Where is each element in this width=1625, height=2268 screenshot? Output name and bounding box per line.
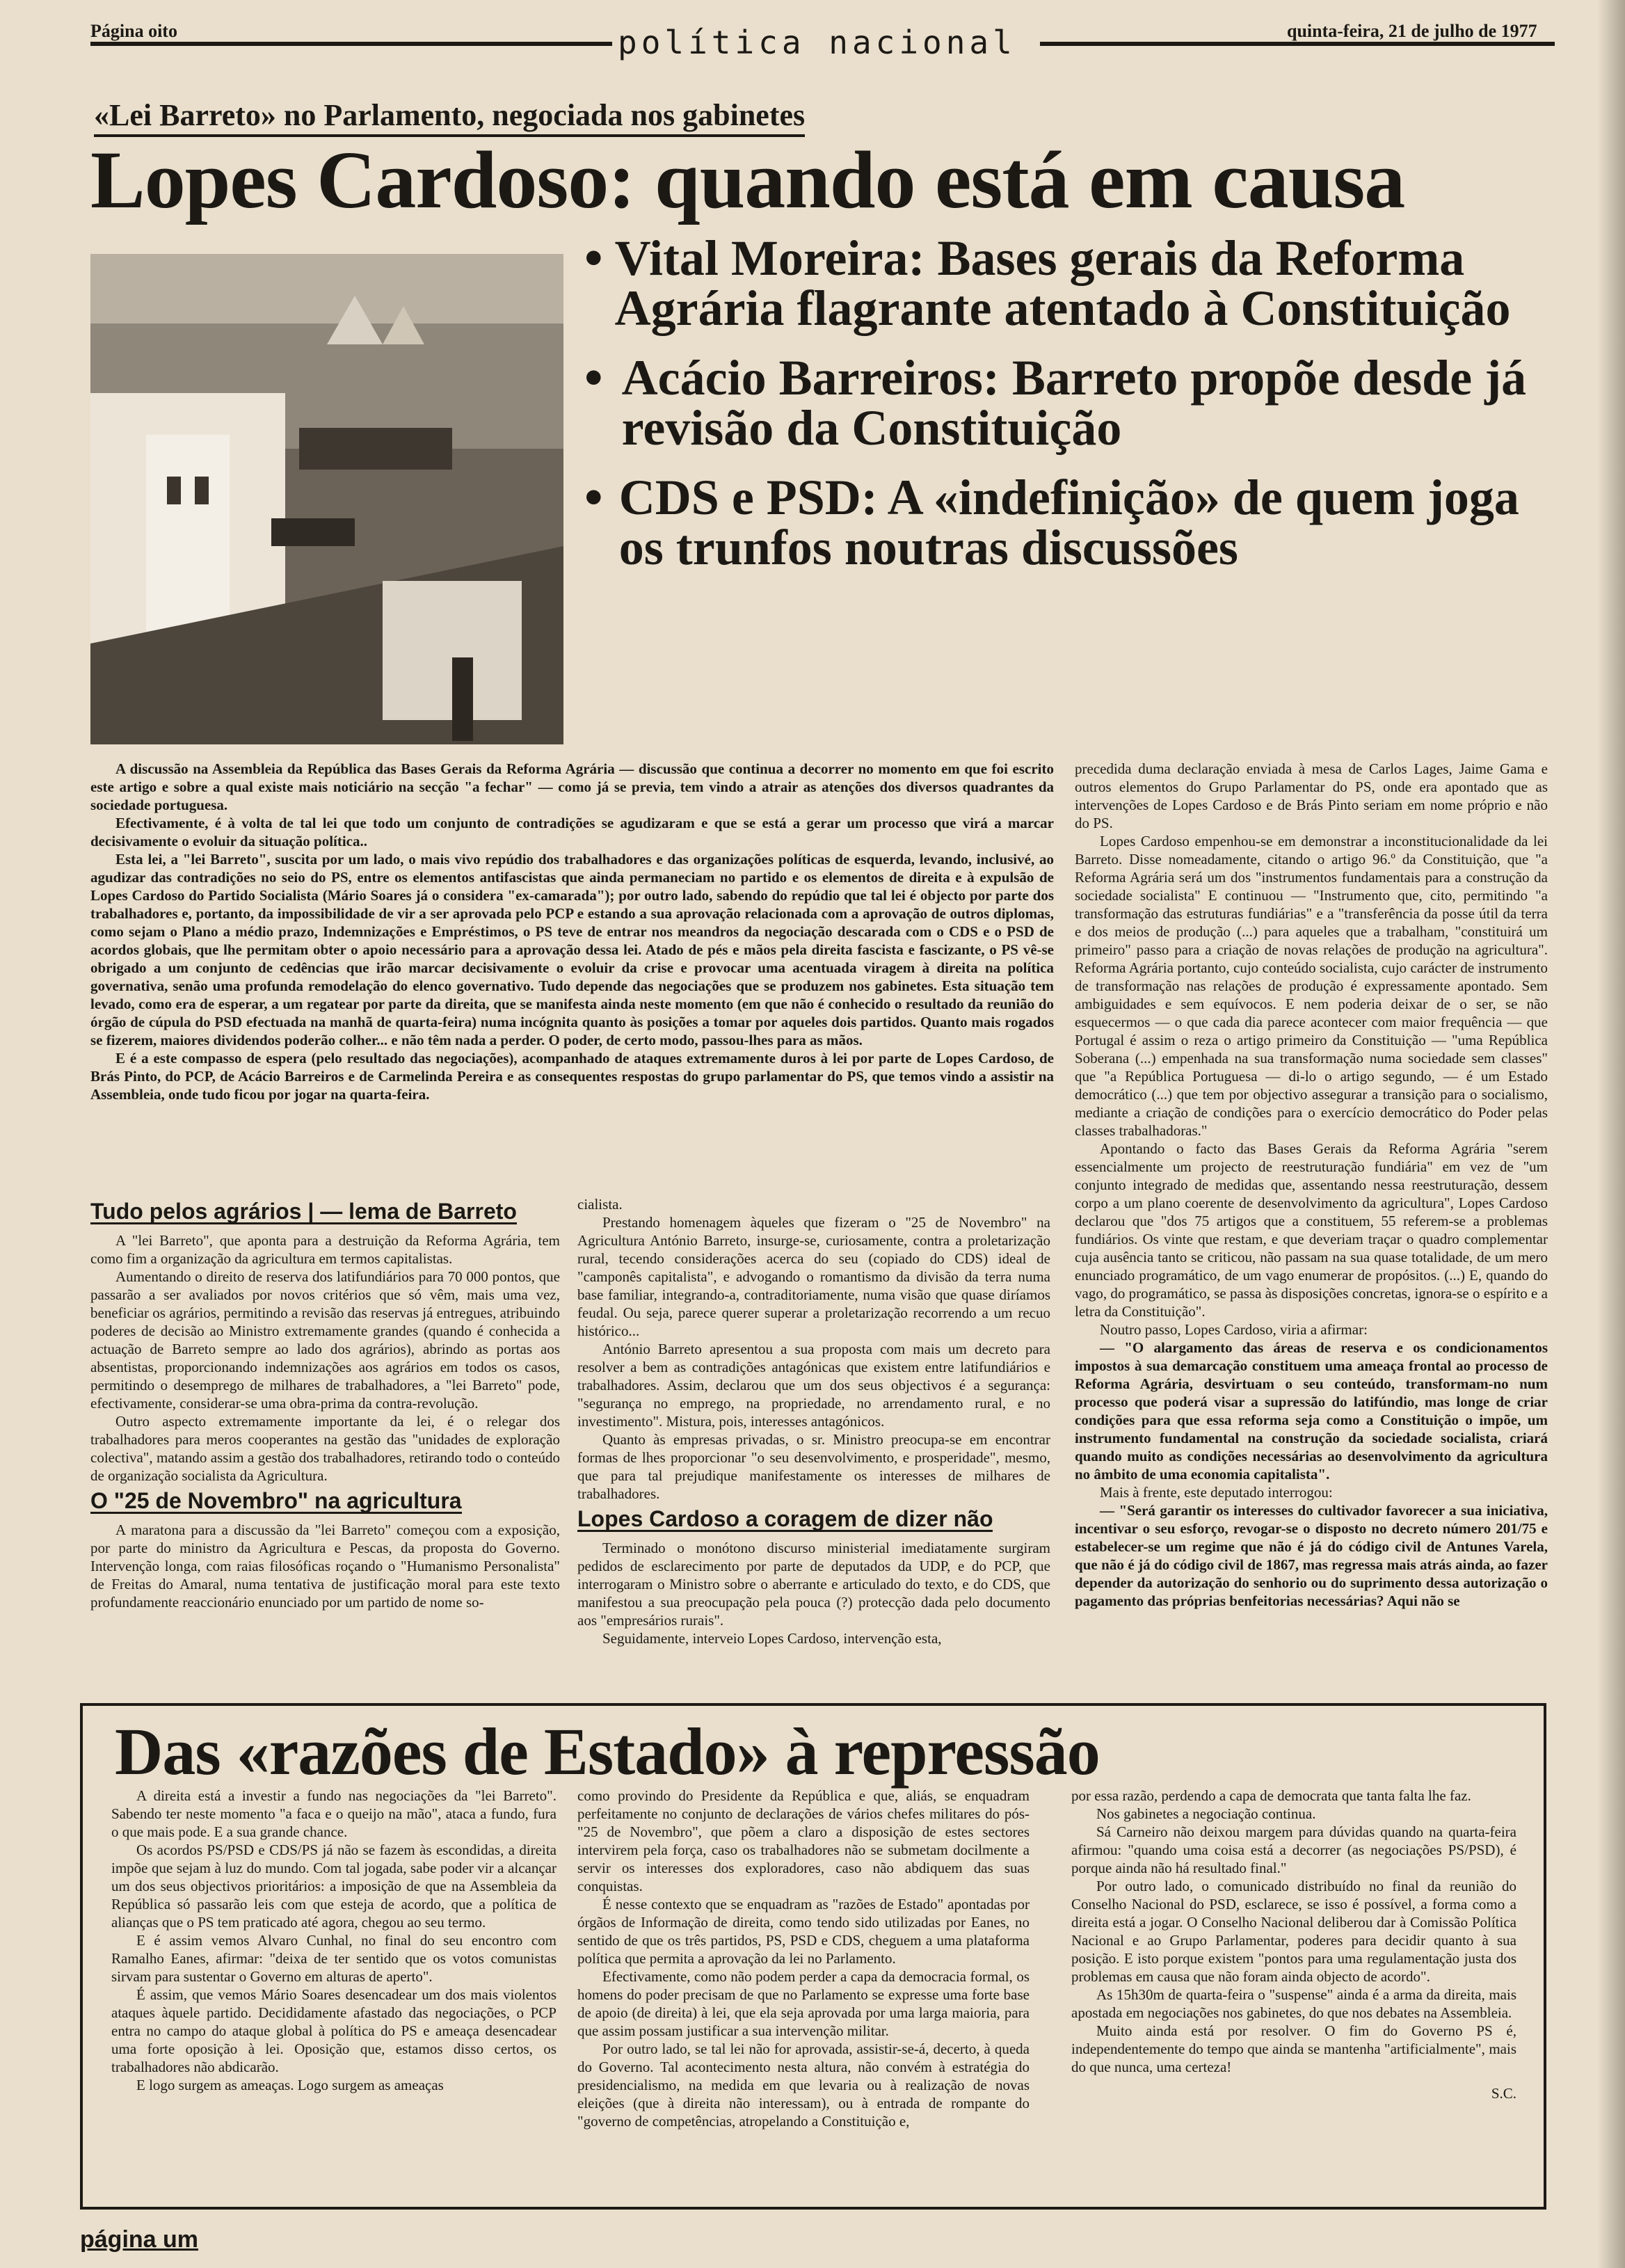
- body-paragraph: Por outro lado, se tal lei não for aprovada, assistir-se-á, decerto, à queda do Governo. Tal acontecimento nesta altura, não convém à estratégia do presidencialismo, na medida em que levaria ou à realização de novas eleições (que à direita não interessam), ou à entrada de rompante do "governo de competências, atropelando a Constituição e,: [577, 2041, 1030, 2130]
- body-paragraph: É nesse contexto que se enquadram as "razões de Estado" apontadas por órgãos de Informação de direita, como tendo sido utilizadas por Eanes, no sentido de que os três partidos, PS, PSD e CDS, cheguem a uma plataforma política que permita a aprovação da lei no Parlamento.: [577, 1896, 1030, 1967]
- bullet-dot-icon: •: [584, 229, 603, 287]
- bullet-text: Acácio Barreiros: Barreto propõe desde já revisão da Constituição: [621, 350, 1527, 456]
- bullet-dot-icon: •: [584, 349, 603, 407]
- body-paragraph: Nos gabinetes a negociação continua.: [1096, 1805, 1316, 1822]
- body-paragraph: E é assim vemos Alvaro Cunhal, no final do seu encontro com Ramalho Eanes, afirmar: "deixa de ter sentido que os votos comunistas sirvam para sustentar o Governo em alturas de aperto".: [111, 1932, 557, 1985]
- farm-photo: [90, 254, 563, 744]
- body-paragraph: Os acordos PS/PSD e CDS/PS já não se fazem às escondidas, a direita impõe que sejam à luz do mundo. Com tal jogada, sabe poder vir a alcançar um dos seus objectivos prioritários: a imposição de que na Assembleia da República só passarão leis com que esteja de acordo, que a política de alianças que o PS tem praticado até agora, chegou ao seu termo.: [111, 1842, 557, 1931]
- body-paragraph: Lopes Cardoso empenhou-se em demonstrar a inconstitucionalidade da lei Barreto. Disse nomeadamente, citando o artigo 96.º da Constituição, que "a Reforma Agrária será um dos "instrumentos fundamentais para a construção da sociedade socialista" E continuou — "Instrumento que, cito, permitindo "a transformação das estruturas fundiárias" e a "transferência da posse útil da terra e dos meios de produção (...) para aqueles que a trabalham, "constituirá um primeiro" passo para a criação de novas relações de produção na agricultura". Reforma Agrária portanto, cujo conteúdo socialista, cujo carácter de instrumento de transformação nas relações de produção é expressamente apontado. Sem ambiguidades e sem equívocos. E nem poderia deixar de o ser, se não esquecermos — o que cada dia parece acontecer com maior frequência — que Portugal é assim o reza o artigo primeiro da Constituição — "uma República Soberana (...) empenhada na sua transformação numa sociedade sem classes" que "a República Portuguesa — di-lo o artigo segundo, — é um Estado democrático (...) que tem por objectivo assegurar a transição para o socialismo, mediante a criação de condições para o exercício democrático do Poder pelas classes trabalhadoras.": [1075, 833, 1548, 1139]
- article-column-1: [90, 1195, 560, 1611]
- issue-date: quinta-feira, 21 de julho de 1977: [1287, 21, 1537, 41]
- body-paragraph: cialista.: [577, 1196, 623, 1213]
- box-column-1: [111, 1787, 557, 2094]
- intro-paragraph: Efectivamente, é à volta de tal lei que todo um conjunto de contradições se agudizaram e que se está a gerar um processo que virá a marcar decisivamente o evoluir da situação política..: [90, 815, 1054, 849]
- article-intro: [90, 760, 1054, 1103]
- body-paragraph: Por outro lado, o comunicado distribuído no final da reunião do Conselho Nacional do PSD, esclarece, se isso é possível, a forma como a direita está a jogar. O Conselho Nacional deliberou dar à Comissão Política Nacional e ao Grupo Parlamentar, poderes para decidir quanto à sua posição. E isto porque existem "pontos para uma regulamentação justa dos problemas em causa que não foram ainda objecto de acordo".: [1071, 1878, 1516, 1985]
- body-paragraph: António Barreto apresentou a sua proposta com mais um decreto para resolver a bem as contradições antagónicas que existem entre latifundiários e trabalhadores. Assim, declarou que um dos seus objectivos é a segurança: "segurança no emprego, na propriedade, no arrendamento rural, e no investimento". Mistura, pois, interesses antagónicos.: [577, 1341, 1050, 1430]
- subheading-agrarios: Tudo pelos agrários | — lema de Barreto: [90, 1199, 517, 1224]
- article-column-3: [1075, 760, 1548, 1610]
- body-paragraph: Sá Carneiro não deixou margem para dúvidas quando na quarta-feira afirmou: "quando uma coisa está a decorrer (as negociações PS/PSD), é porque ainda não há resultado final.": [1071, 1823, 1516, 1876]
- body-paragraph: Aumentando o direito de reserva dos latifundiários para 70 000 pontos, que passarão a ser avaliados por novos critérios que só vêm, mais uma vez, beneficiar os agrários, permitindo a revisão das reservas já entregues, atribuindo poderes de decisão ao Ministro extremamente grandes (quando é conhecida a actuação de Barreto sempre ao lado dos agrários), abrindo as portas aos absentistas, proporcionando indemnizações aos agrários em todos os casos, permitindo o desemprego de milhares de trabalhadores, a "lei Barreto" pode, efectivamente, considerar-se uma obra-prima da contra-revolução.: [90, 1268, 560, 1412]
- header-rule-right: [1040, 42, 1555, 46]
- body-paragraph: como provindo do Presidente da República e que, aliás, se enquadram perfeitamente no conjunto de declarações de vários chefes militares do pós-"25 de Novembro", que põem a claro a disposição de estes sectores intervirem pela força, caso os trabalhadores não se submetam docilmente a servir os interesses dos exploradores, caso não abdiquem das suas conquistas.: [577, 1787, 1030, 1894]
- bullet-item: [584, 229, 1572, 336]
- body-paragraph: Outro aspecto extremamente importante da lei, é o relegar dos trabalhadores para meros cooperantes na gestão das "unidades de exploração colectiva", matando assim a gestão dos trabalhadores, retirando todo o conteúdo de organização socialista da Agricultura.: [90, 1413, 560, 1484]
- body-paragraph: A "lei Barreto", que aponta para a destruição da Reforma Agrária, tem como fim a organização da agricultura em termos capitalistas.: [90, 1232, 560, 1267]
- header-rule-left: [90, 42, 612, 46]
- body-paragraph: Mais à frente, este deputado interrogou:: [1100, 1484, 1333, 1501]
- author-signature: S.C.: [1491, 2085, 1516, 2102]
- body-paragraph: Seguidamente, interveio Lopes Cardoso, intervenção esta,: [602, 1630, 942, 1647]
- article-headline: Lopes Cardoso: quando está em causa: [90, 134, 1405, 225]
- headline-bullets: [584, 229, 1572, 592]
- body-paragraph: Prestando homenagem àqueles que fizeram o "25 de Novembro" na Agricultura António Barreto, insurge-se, curiosamente, contra a proletarização rural, tecendo considerações acerca do seu (copiado do CDS) ideal de "camponês capitalista", e advogando o romantismo da divisão da terra numa base familiar, integrando-a, contraditoriamente, numa visão que quase diríamos feudal. Ou seja, parece querer superar a proletarização recorrendo a um recuo histórico...: [577, 1214, 1050, 1339]
- body-paragraph: A direita está a investir a fundo nas negociações da "lei Barreto". Sabendo ter neste momento "a faca e o queijo na mão", ataca a fundo, fura o que mais pode. E a sua grande chance.: [111, 1787, 557, 1840]
- body-paragraph: As 15h30m de quarta-feira o "suspense" ainda é a arma da direita, mais apostada em negociações nos gabinetes, do que nos debates na Assembleia.: [1071, 1986, 1516, 2021]
- bullet-text: Vital Moreira: Bases gerais da Reforma Agrária flagrante atentado à Constituição: [614, 230, 1511, 336]
- article-kicker: «Lei Barreto» no Parlamento, negociada nos gabinetes: [94, 97, 805, 137]
- subheading-25-novembro: O "25 de Novembro" na agricultura: [90, 1488, 462, 1513]
- body-quote: — "O alargamento das áreas de reserva e os condicionamentos impostos à sua demarcação constituem uma ameaça frontal ao processo de Reforma Agrária, desvirtuam o seu conteúdo, transformam-no num processo que poderá visar a supressão do latifúndio, mas longe de criar condições para que essa reforma seja como a Constituição o impõe, um instrumento fundamental na construção da sociedade socialista, criará quando muito as condições necessárias ao desenvolvimento da agricultura no âmbito de uma economia capitalista".: [1075, 1339, 1548, 1483]
- intro-paragraph: A discussão na Assembleia da República das Bases Gerais da Reforma Agrária — discussão que continua a decorrer no momento em que foi escrito este artigo e sobre a qual existe mais noticiário na secção "a fechar" — como já se previa, tem vindo a atrair as atenções dos diversos quadrantes da sociedade portuguesa.: [90, 760, 1054, 813]
- body-paragraph: precedida duma declaração enviada à mesa de Carlos Lages, Jaime Gama e outros elementos do Grupo Parlamentar do PS, onde era apontado que as intervenções de Lopes Cardoso e de Brás Pinto seriam em nome próprio e não do PS.: [1075, 760, 1548, 831]
- intro-paragraph: E é a este compasso de espera (pelo resultado das negociações), acompanhado de ataques extremamente duros à lei por parte de Lopes Cardoso, de Brás Pinto, do PCP, de Acácio Barreiros e de Carmelinda Pereira e as consequentes respostas do grupo parlamentar do PS, que temos vindo a assistir na Assembleia, onde tudo ficou por jogar na quarta-feira.: [90, 1050, 1054, 1103]
- body-paragraph: A maratona para a discussão da "lei Barreto" começou com a exposição, por parte do ministro da Agricultura e Pescas, da proposta do Governo. Intervenção longa, com raias filosóficas roçando o "Humanismo Personalista" de Freitas do Amaral, numa tentativa de justificação moral para este texto profundamente reaccionário enunciado por um partido de nome so-: [90, 1522, 560, 1611]
- page-edge-shadow: [1597, 0, 1625, 2268]
- body-paragraph: Terminado o monótono discurso ministerial imediatamente surgiram pedidos de esclarecimento por parte de deputados da UDP, e do PCP, que interrogaram o Ministro sobre o aberrante e articulado do texto, e do CDS, que manifestou a sua preocupação pela pouca (?) protecção dada pelo documento aos "empresários rurais".: [577, 1540, 1050, 1629]
- bullet-item: [584, 468, 1572, 575]
- body-paragraph: É assim, que vemos Mário Soares desencadear um dos mais violentos ataques àquele partido. Decididamente afastado das negociações, o PCP entra no campo do ataque global à política do PS e ameaça desencadear uma forte oposição à lei. Oposição que, estamos disso certos, os trabalhadores não abdicarão.: [111, 1986, 557, 2075]
- body-paragraph: por essa razão, perdendo a capa de democrata que tanta falta lhe faz.: [1071, 1787, 1471, 1804]
- subheading-lopes-cardoso: Lopes Cardoso a coragem de dizer não: [577, 1506, 993, 1531]
- intro-paragraph: Esta lei, a "lei Barreto", suscita por um lado, o mais vivo repúdio dos trabalhadores e das organizações políticas de esquerda, levando, inclusivé, ao agudizar das contradições no seio do PS, entre os elementos antifascistas que ainda permaneciam no partido e os elementos de direita e à expulsão de Lopes Cardoso do Partido Socialista (Mário Soares já o considera "ex-camarada"); por outro lado, sabendo do repúdio que tal lei é objecto por parte dos trabalhadores e, portanto, da impossibilidade de vir a ser aprovada pelo PCP e estando a sua aprovação relacionada com a aprovação de outros diplomas, como sejam o Plano a médio prazo, Indemnizações e Empréstimos, o PS teve de entrar nos meandros da negociação descarada com o CDS e o PSD de acordos globais, que lhe permitam obter o apoio necessário para a aprovação dessa lei. Atado de pés e mãos pela direita fascista e fascizante, o PS vê-se obrigado a um conjunto de cedências que irão marcar decisivamente o evoluir da crise e provocar uma acentuada viragem à direita na política governativa, senão uma profunda remodelação do elenco governativo. Tudo depende das negociações que se produzem nos gabinetes. Esta situação tem levado, como era de esperar, a um regatear por parte da direita, que se manifesta ainda neste momento (em que não é conhecido o resultado da reunião do órgão de cúpula do PSD efectuada na manhã de quarta-feira) numa incógnita quanto às posições a tomar por aqueles dois partidos. Quanto mais rogados se fizerem, maiores dividendos poderão colher... e não têm nada a perder. O poder, de certo modo, passou-lhes para as mãos.: [90, 851, 1054, 1048]
- body-paragraph: Efectivamente, como não podem perder a capa da democracia formal, os homens do poder precisam de que no Parlamento se expresse uma forte base de apoio (de direita) à lei, que ela seja aprovada por uma larga maioria, para que assim possam justificar a sua intervenção militar.: [577, 1968, 1030, 2039]
- box-column-2: [577, 1787, 1030, 2130]
- body-paragraph: Muito ainda está por resolver. O fim do Governo PS é, independentemente do tempo que ainda se mantenha "artificialmente", mais do que nunca, uma certeza!: [1071, 2022, 1516, 2075]
- article-column-2: [577, 1195, 1050, 1647]
- body-paragraph: Noutro passo, Lopes Cardoso, viria a afirmar:: [1100, 1321, 1368, 1338]
- bullet-text: CDS e PSD: A «indefinição» de quem joga os trunfos noutras discussões: [618, 470, 1519, 575]
- body-paragraph: E logo surgem as ameaças. Logo surgem as ameaças: [136, 2077, 444, 2093]
- footer-page-label: página um: [80, 2226, 199, 2253]
- boxed-article-title: Das «razões de Estado» à repressão: [115, 1714, 1100, 1789]
- box-column-3: [1071, 1787, 1516, 2102]
- bullet-dot-icon: •: [584, 468, 603, 527]
- page-label: Página oito: [90, 21, 177, 41]
- bullet-item: [584, 349, 1572, 456]
- body-paragraph: Apontando o facto das Bases Gerais da Reforma Agrária "serem essencialmente um projecto de reestruturação fundiária" em vez de "um conjunto integrado de medidas que, assentando nessa reestruturação, dessem corpo a um plano coerente de desenvolvimento da agricultura", Lopes Cardoso declarou que "dos 75 artigos que a constituem, 55 referem-se a problemas fundiários. Os vinte que restam, e que deveriam traçar o quadro complementar cuja ausência tanto se criticou, não passam na sua quase totalidade, de um mero enunciado programático, de um vago enumerar de propósitos. (...) E, quando do vago, do programático, se passa às disposições concretas, ignora-se o espírito e a letra da Constituição".: [1075, 1140, 1548, 1320]
- body-quote: — "Será garantir os interesses do cultivador favorecer a sua iniciativa, incentivar o seu esforço, revogar-se o disposto no decreto número 201/75 e estabelecer-se um regime que não é já do código civil de Antunes Varela, que não é já do código civil de 1867, mas regressa mais atrás ainda, ao fazer depender da autorização do senhorio ou do suprimento dessa autorização o pagamento das próprias benfeitorias necessárias? Aqui não se: [1075, 1502, 1548, 1609]
- section-title: política nacional: [618, 24, 1016, 61]
- body-paragraph: Quanto às empresas privadas, o sr. Ministro preocupa-se em encontrar formas de lhes proporcionar "o seu desenvolvimento, e prosperidade", mesmo, que para tal prejudique manifestamente os interesses de milhares de trabalhadores.: [577, 1431, 1050, 1502]
